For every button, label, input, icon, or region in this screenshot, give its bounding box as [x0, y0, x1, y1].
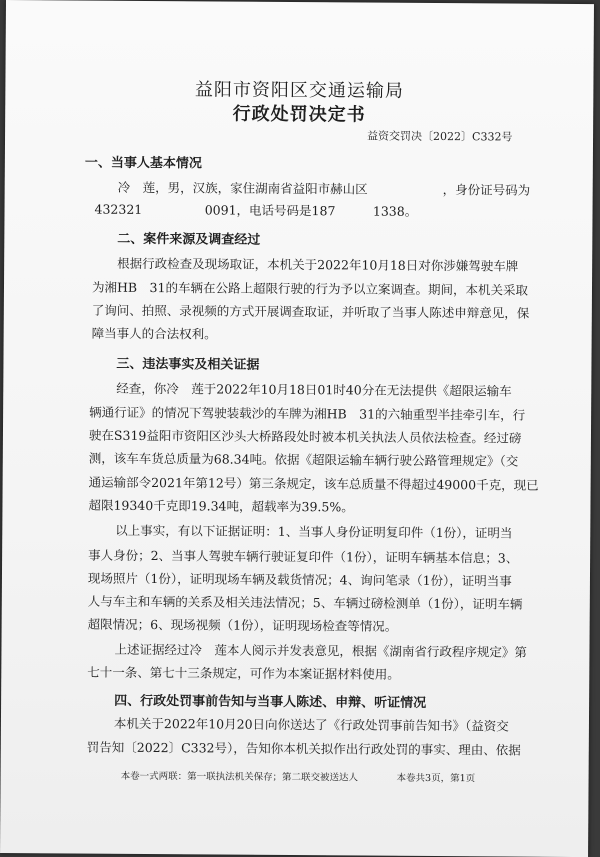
paragraph-line: 驶在S319益阳市资阳区沙头大桥路段处时被本机关执法人员依法检查。经过磅: [88, 427, 522, 446]
paragraph-line: 事人身份；2、当事人驾驶车辆行驶证复印件（1份），证明车辆基本信息；3、: [88, 547, 519, 566]
document-number: 益资交罚决〔2022〕C332号: [367, 129, 513, 144]
paragraph-line: 以上事实，有以下证据证明：1、当事人身份证明复印件（1份），证明当: [115, 522, 513, 541]
paragraph-line: 了询问、拍照、录视频的方式开展调查取证，并听取了当事人陈述申辩意见，保: [91, 302, 530, 321]
paragraph-line: 根据行政检查及现场取证，本机关于2022年10月18日对你涉嫌驾驶车牌: [117, 255, 519, 274]
paragraph-line: 本机关于2022年10月20日向你送达了《行政处罚事前告知书》（益资交: [113, 715, 509, 734]
document-title: 行政处罚决定书: [232, 103, 366, 126]
paragraph-line: 人与车主和车辆的关系及相关违法情况；5、车辆过磅检测单（1份），证明车辆: [87, 593, 523, 612]
footer-copies-note: 本卷一式两联：第一联执法机关保存；第二联交被送达人: [120, 770, 359, 784]
agency-name: 益阳市资阳区交通运输局: [194, 79, 404, 102]
paragraph-line: 冷 莲，男，汉族，家住湖南省益阳市赫山区 ，身份证号码为: [117, 179, 531, 198]
paragraph-line: 测，该车车货总质量为68.34吨。依据《超限运输车辆行驶公路管理规定》（交: [88, 450, 519, 469]
paragraph-line: 上述证据经过冷 莲本人阅示并发表意见，根据《湖南省行政程序规定》第: [114, 641, 528, 660]
paragraph-line: 现场照片（1份），证明现场车辆及载货情况；4、询问笔录（1份），证明当事: [87, 570, 512, 589]
paragraph-line: 为湘HB 31的车辆在公路上超限行驶的行为予以立案调查。期间，本机关采取: [91, 279, 529, 298]
paragraph-line: 罚告知〔2022〕C332号），告知你本机关拟作出行政处罚的事实、理由、依据: [86, 739, 521, 758]
paragraph-line: 障当事人的合法权利。: [91, 325, 217, 342]
section-2-heading: 二、案件来源及调查经过: [117, 231, 261, 248]
paragraph-line: 超限情况；6、现场视频（1份），证明现场检查等情况。: [87, 616, 398, 634]
paragraph-line: 经查，你冷 莲于2022年10月18日01时40分在无法提供《超限运输车: [116, 380, 512, 399]
paragraph-line: 辆通行证》的情况下驾驶装载沙的车牌为湘HB 31的六轴重型半挂牵引车，行: [89, 404, 526, 423]
footer-page-number: 本卷共3页，第1页: [396, 772, 476, 785]
section-1-heading: 一、当事人基本情况: [84, 155, 202, 172]
paragraph-line: 432321 0091，电话号码是187 1338。: [94, 201, 418, 219]
paragraph-line: 七十一条、第七十三条规定，可作为本案证据材料使用。: [87, 664, 400, 682]
paragraph-line: 通运输部令2021年第12号）第三条规定，该车总质量不得超过49000千克，现已: [88, 474, 539, 493]
paragraph-line: 超限19340千克即19.34吨，超载率为39.5%。: [88, 497, 354, 515]
section-4-heading: 四、行政处罚事前告知与当事人陈述、申辩、听证情况: [114, 693, 427, 711]
section-3-heading: 三、违法事实及相关证据: [116, 356, 260, 373]
